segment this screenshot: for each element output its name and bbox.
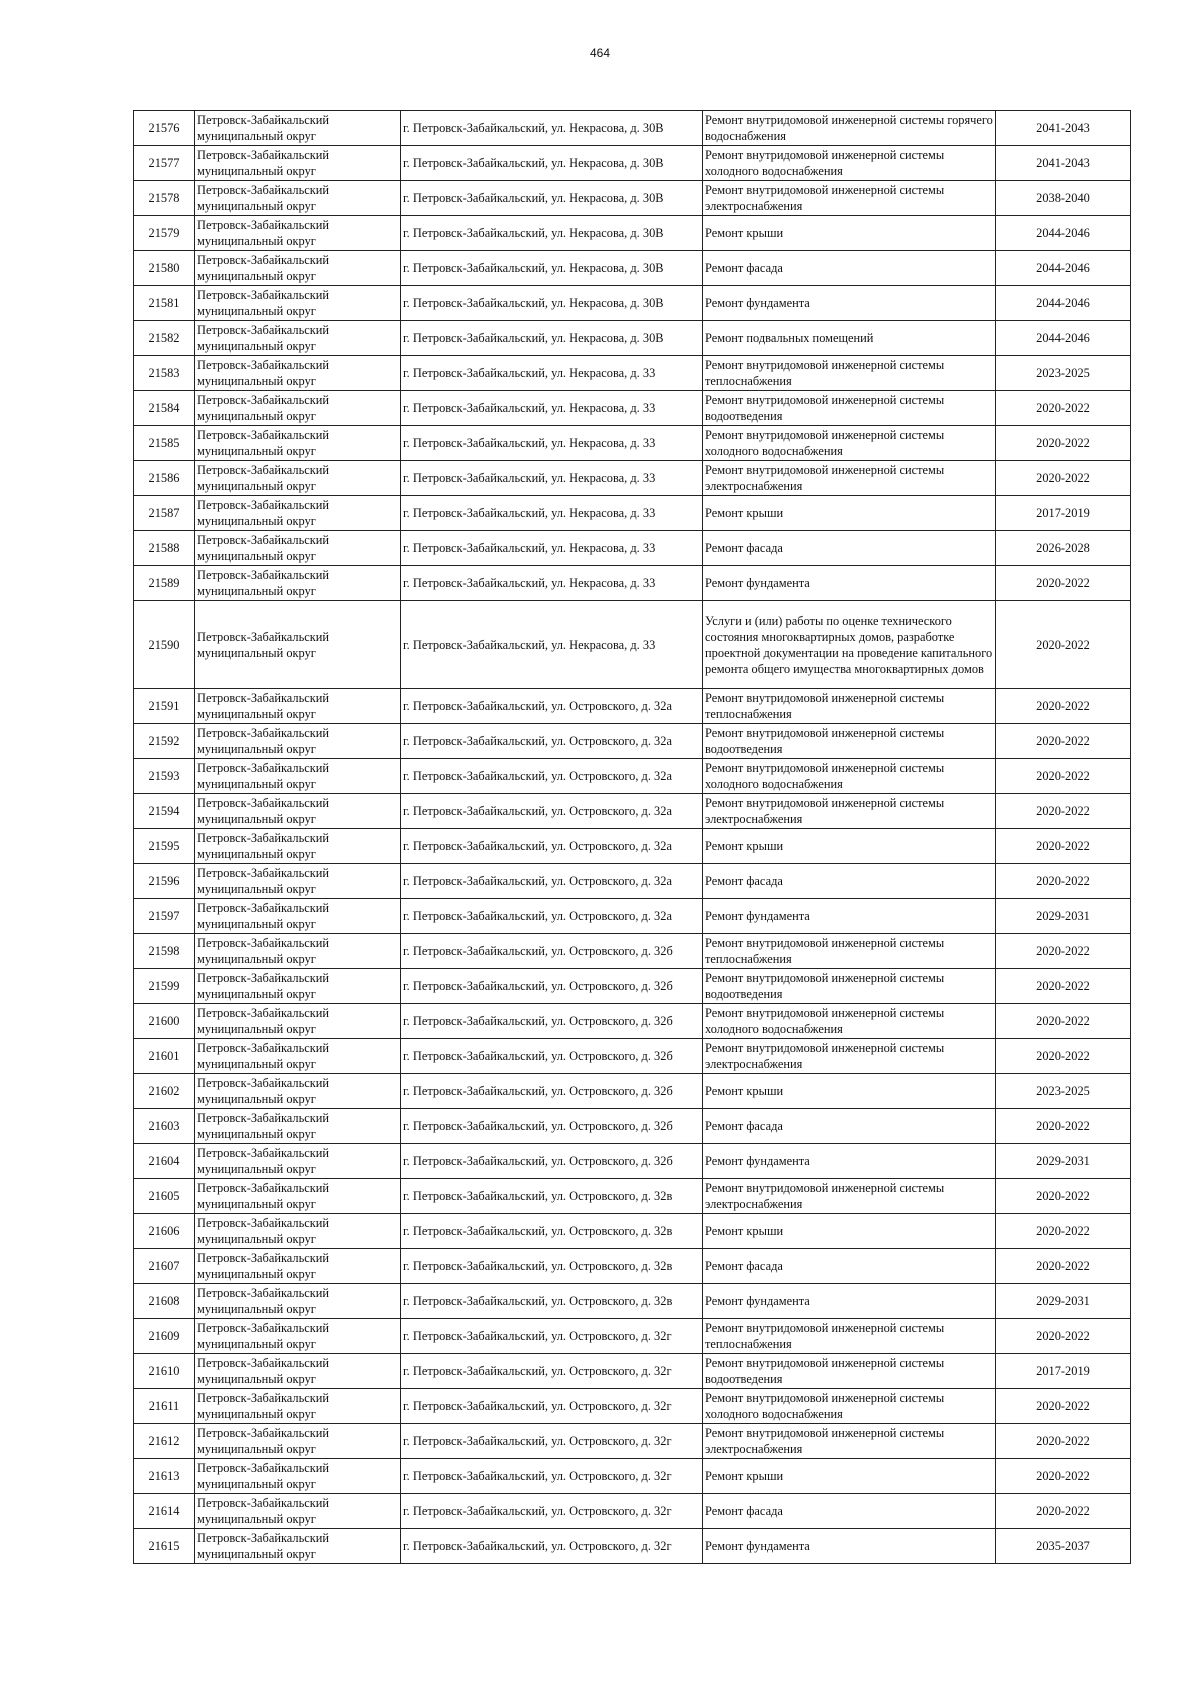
- table-row: [134, 1214, 1131, 1249]
- table-row: [134, 1074, 1131, 1109]
- work-type-cell: Ремонт внутридомовой инженерной системы водоотведения: [703, 391, 996, 426]
- period-cell: 2020-2022: [996, 566, 1131, 601]
- period-cell: 2023-2025: [996, 356, 1131, 391]
- row-number-cell: 21613: [134, 1459, 195, 1494]
- table-row: [134, 724, 1131, 759]
- period-cell: 2020-2022: [996, 724, 1131, 759]
- address-cell: г. Петровск-Забайкальский, ул. Некрасова, д. 33: [401, 566, 703, 601]
- period-cell: 2041-2043: [996, 111, 1131, 146]
- period-cell: 2020-2022: [996, 1109, 1131, 1144]
- work-type-cell: Ремонт внутридомовой инженерной системы холодного водоснабжения: [703, 1389, 996, 1424]
- address-cell: г. Петровск-Забайкальский, ул. Островского, д. 32а: [401, 724, 703, 759]
- work-type-cell: Ремонт фасада: [703, 1494, 996, 1529]
- work-type-cell: Ремонт внутридомовой инженерной системы горячего водоснабжения: [703, 111, 996, 146]
- period-cell: 2020-2022: [996, 1424, 1131, 1459]
- table-row: [134, 251, 1131, 286]
- row-number-cell: 21581: [134, 286, 195, 321]
- municipality-cell: Петровск-Забайкальский муниципальный округ: [195, 1039, 401, 1074]
- municipality-cell: Петровск-Забайкальский муниципальный округ: [195, 899, 401, 934]
- period-cell: 2020-2022: [996, 969, 1131, 1004]
- table-row: [134, 969, 1131, 1004]
- row-number-cell: 21612: [134, 1424, 195, 1459]
- table-row: [134, 181, 1131, 216]
- row-number-cell: 21576: [134, 111, 195, 146]
- period-cell: 2029-2031: [996, 1284, 1131, 1319]
- table-row: [134, 899, 1131, 934]
- address-cell: г. Петровск-Забайкальский, ул. Некрасова, д. 33: [401, 461, 703, 496]
- table-row: [134, 829, 1131, 864]
- work-type-cell: Ремонт фундамента: [703, 899, 996, 934]
- period-cell: 2044-2046: [996, 321, 1131, 356]
- row-number-cell: 21606: [134, 1214, 195, 1249]
- address-cell: г. Петровск-Забайкальский, ул. Некрасова, д. 33: [401, 496, 703, 531]
- municipality-cell: Петровск-Забайкальский муниципальный округ: [195, 1459, 401, 1494]
- municipality-cell: Петровск-Забайкальский муниципальный округ: [195, 1249, 401, 1284]
- row-number-cell: 21611: [134, 1389, 195, 1424]
- work-type-cell: Ремонт крыши: [703, 1074, 996, 1109]
- work-type-cell: Ремонт внутридомовой инженерной системы теплоснабжения: [703, 934, 996, 969]
- table-row: [134, 1354, 1131, 1389]
- municipality-cell: Петровск-Забайкальский муниципальный округ: [195, 216, 401, 251]
- work-type-cell: Ремонт внутридомовой инженерной системы электроснабжения: [703, 461, 996, 496]
- address-cell: г. Петровск-Забайкальский, ул. Островского, д. 32б: [401, 969, 703, 1004]
- period-cell: 2020-2022: [996, 1459, 1131, 1494]
- period-cell: 2017-2019: [996, 496, 1131, 531]
- municipality-cell: Петровск-Забайкальский муниципальный округ: [195, 1074, 401, 1109]
- table-row: [134, 1004, 1131, 1039]
- address-cell: г. Петровск-Забайкальский, ул. Островского, д. 32в: [401, 1249, 703, 1284]
- address-cell: г. Петровск-Забайкальский, ул. Некрасова, д. 33: [401, 531, 703, 566]
- work-type-cell: Ремонт внутридомовой инженерной системы электроснабжения: [703, 1039, 996, 1074]
- municipality-cell: Петровск-Забайкальский муниципальный округ: [195, 689, 401, 724]
- address-cell: г. Петровск-Забайкальский, ул. Островского, д. 32б: [401, 1109, 703, 1144]
- work-type-cell: Ремонт подвальных помещений: [703, 321, 996, 356]
- work-type-cell: Ремонт крыши: [703, 496, 996, 531]
- address-cell: г. Петровск-Забайкальский, ул. Островского, д. 32б: [401, 1144, 703, 1179]
- address-cell: г. Петровск-Забайкальский, ул. Островского, д. 32а: [401, 829, 703, 864]
- address-cell: г. Петровск-Забайкальский, ул. Островского, д. 32в: [401, 1284, 703, 1319]
- address-cell: г. Петровск-Забайкальский, ул. Некрасова, д. 33: [401, 356, 703, 391]
- municipality-cell: Петровск-Забайкальский муниципальный округ: [195, 531, 401, 566]
- row-number-cell: 21599: [134, 969, 195, 1004]
- row-number-cell: 21582: [134, 321, 195, 356]
- table-row: [134, 601, 1131, 689]
- period-cell: 2020-2022: [996, 759, 1131, 794]
- work-type-cell: Ремонт внутридомовой инженерной системы холодного водоснабжения: [703, 1004, 996, 1039]
- table-row: [134, 146, 1131, 181]
- table-row: [134, 794, 1131, 829]
- table-row: [134, 1249, 1131, 1284]
- table-row: [134, 111, 1131, 146]
- municipality-cell: Петровск-Забайкальский муниципальный округ: [195, 969, 401, 1004]
- row-number-cell: 21588: [134, 531, 195, 566]
- period-cell: 2020-2022: [996, 689, 1131, 724]
- municipality-cell: Петровск-Забайкальский муниципальный округ: [195, 496, 401, 531]
- work-type-cell: Ремонт внутридомовой инженерной системы водоотведения: [703, 1354, 996, 1389]
- municipality-cell: Петровск-Забайкальский муниципальный округ: [195, 1284, 401, 1319]
- work-type-cell: Ремонт внутридомовой инженерной системы холодного водоснабжения: [703, 146, 996, 181]
- row-number-cell: 21614: [134, 1494, 195, 1529]
- period-cell: 2020-2022: [996, 1494, 1131, 1529]
- table-row: [134, 426, 1131, 461]
- municipality-cell: Петровск-Забайкальский муниципальный округ: [195, 321, 401, 356]
- table-row: [134, 1529, 1131, 1564]
- period-cell: 2020-2022: [996, 794, 1131, 829]
- row-number-cell: 21608: [134, 1284, 195, 1319]
- row-number-cell: 21594: [134, 794, 195, 829]
- municipality-cell: Петровск-Забайкальский муниципальный округ: [195, 724, 401, 759]
- municipality-cell: Петровск-Забайкальский муниципальный округ: [195, 1354, 401, 1389]
- work-type-cell: Услуги и (или) работы по оценке технического состояния многоквартирных домов, разработке проектной документации на проведение капитального ремонта общего имущества многоквартирных домов: [703, 601, 996, 689]
- period-cell: 2020-2022: [996, 461, 1131, 496]
- row-number-cell: 21589: [134, 566, 195, 601]
- municipality-cell: Петровск-Забайкальский муниципальный округ: [195, 181, 401, 216]
- table-row: [134, 391, 1131, 426]
- address-cell: г. Петровск-Забайкальский, ул. Некрасова, д. 33: [401, 426, 703, 461]
- row-number-cell: 21605: [134, 1179, 195, 1214]
- row-number-cell: 21579: [134, 216, 195, 251]
- address-cell: г. Петровск-Забайкальский, ул. Островского, д. 32а: [401, 794, 703, 829]
- municipality-cell: Петровск-Забайкальский муниципальный округ: [195, 111, 401, 146]
- work-type-cell: Ремонт фасада: [703, 1249, 996, 1284]
- municipality-cell: Петровск-Забайкальский муниципальный округ: [195, 391, 401, 426]
- work-type-cell: Ремонт крыши: [703, 216, 996, 251]
- period-cell: 2017-2019: [996, 1354, 1131, 1389]
- row-number-cell: 21591: [134, 689, 195, 724]
- work-type-cell: Ремонт фасада: [703, 531, 996, 566]
- work-type-cell: Ремонт крыши: [703, 829, 996, 864]
- address-cell: г. Петровск-Забайкальский, ул. Некрасова, д. 30В: [401, 251, 703, 286]
- page-number: 464: [589, 46, 611, 60]
- period-cell: 2020-2022: [996, 1179, 1131, 1214]
- address-cell: г. Петровск-Забайкальский, ул. Некрасова, д. 30В: [401, 111, 703, 146]
- work-type-cell: Ремонт внутридомовой инженерной системы электроснабжения: [703, 1424, 996, 1459]
- repair-schedule-table: [133, 110, 1131, 1564]
- address-cell: г. Петровск-Забайкальский, ул. Островского, д. 32б: [401, 1004, 703, 1039]
- work-type-cell: Ремонт внутридомовой инженерной системы водоотведения: [703, 724, 996, 759]
- period-cell: 2020-2022: [996, 1249, 1131, 1284]
- municipality-cell: Петровск-Забайкальский муниципальный округ: [195, 1494, 401, 1529]
- work-type-cell: Ремонт фасада: [703, 251, 996, 286]
- municipality-cell: Петровск-Забайкальский муниципальный округ: [195, 934, 401, 969]
- row-number-cell: 21601: [134, 1039, 195, 1074]
- row-number-cell: 21578: [134, 181, 195, 216]
- table-row: [134, 1179, 1131, 1214]
- address-cell: г. Петровск-Забайкальский, ул. Островского, д. 32г: [401, 1494, 703, 1529]
- table-row: [134, 1284, 1131, 1319]
- row-number-cell: 21607: [134, 1249, 195, 1284]
- municipality-cell: Петровск-Забайкальский муниципальный округ: [195, 1424, 401, 1459]
- address-cell: г. Петровск-Забайкальский, ул. Островского, д. 32а: [401, 899, 703, 934]
- work-type-cell: Ремонт крыши: [703, 1214, 996, 1249]
- period-cell: 2020-2022: [996, 1004, 1131, 1039]
- address-cell: г. Петровск-Забайкальский, ул. Островского, д. 32г: [401, 1459, 703, 1494]
- row-number-cell: 21583: [134, 356, 195, 391]
- address-cell: г. Петровск-Забайкальский, ул. Островского, д. 32б: [401, 1039, 703, 1074]
- period-cell: 2029-2031: [996, 1144, 1131, 1179]
- table-row: [134, 864, 1131, 899]
- table-row: [134, 566, 1131, 601]
- address-cell: г. Петровск-Забайкальский, ул. Островского, д. 32г: [401, 1529, 703, 1564]
- work-type-cell: Ремонт крыши: [703, 1459, 996, 1494]
- address-cell: г. Петровск-Забайкальский, ул. Островского, д. 32б: [401, 1074, 703, 1109]
- work-type-cell: Ремонт внутридомовой инженерной системы электроснабжения: [703, 794, 996, 829]
- row-number-cell: 21604: [134, 1144, 195, 1179]
- period-cell: 2020-2022: [996, 1319, 1131, 1354]
- period-cell: 2041-2043: [996, 146, 1131, 181]
- row-number-cell: 21598: [134, 934, 195, 969]
- address-cell: г. Петровск-Забайкальский, ул. Некрасова, д. 30В: [401, 321, 703, 356]
- row-number-cell: 21587: [134, 496, 195, 531]
- row-number-cell: 21580: [134, 251, 195, 286]
- municipality-cell: Петровск-Забайкальский муниципальный округ: [195, 1214, 401, 1249]
- address-cell: г. Петровск-Забайкальский, ул. Островского, д. 32в: [401, 1179, 703, 1214]
- municipality-cell: Петровск-Забайкальский муниципальный округ: [195, 1179, 401, 1214]
- period-cell: 2020-2022: [996, 426, 1131, 461]
- work-type-cell: Ремонт фасада: [703, 1109, 996, 1144]
- municipality-cell: Петровск-Забайкальский муниципальный округ: [195, 566, 401, 601]
- table-row: [134, 1459, 1131, 1494]
- address-cell: г. Петровск-Забайкальский, ул. Островского, д. 32г: [401, 1389, 703, 1424]
- work-type-cell: Ремонт фундамента: [703, 286, 996, 321]
- municipality-cell: Петровск-Забайкальский муниципальный округ: [195, 1389, 401, 1424]
- municipality-cell: Петровск-Забайкальский муниципальный округ: [195, 1109, 401, 1144]
- municipality-cell: Петровск-Забайкальский муниципальный округ: [195, 829, 401, 864]
- municipality-cell: Петровск-Забайкальский муниципальный округ: [195, 601, 401, 689]
- municipality-cell: Петровск-Забайкальский муниципальный округ: [195, 426, 401, 461]
- row-number-cell: 21596: [134, 864, 195, 899]
- row-number-cell: 21592: [134, 724, 195, 759]
- address-cell: г. Петровск-Забайкальский, ул. Островского, д. 32а: [401, 759, 703, 794]
- address-cell: г. Петровск-Забайкальский, ул. Островского, д. 32в: [401, 1214, 703, 1249]
- work-type-cell: Ремонт внутридомовой инженерной системы электроснабжения: [703, 181, 996, 216]
- period-cell: 2020-2022: [996, 934, 1131, 969]
- table-row: [134, 689, 1131, 724]
- municipality-cell: Петровск-Забайкальский муниципальный округ: [195, 356, 401, 391]
- period-cell: 2044-2046: [996, 286, 1131, 321]
- work-type-cell: Ремонт фундамента: [703, 1529, 996, 1564]
- municipality-cell: Петровск-Забайкальский муниципальный округ: [195, 461, 401, 496]
- address-cell: г. Петровск-Забайкальский, ул. Островского, д. 32г: [401, 1424, 703, 1459]
- row-number-cell: 21590: [134, 601, 195, 689]
- row-number-cell: 21595: [134, 829, 195, 864]
- address-cell: г. Петровск-Забайкальский, ул. Островского, д. 32г: [401, 1354, 703, 1389]
- municipality-cell: Петровск-Забайкальский муниципальный округ: [195, 286, 401, 321]
- municipality-cell: Петровск-Забайкальский муниципальный округ: [195, 251, 401, 286]
- period-cell: 2020-2022: [996, 829, 1131, 864]
- municipality-cell: Петровск-Забайкальский муниципальный округ: [195, 146, 401, 181]
- table-row: [134, 1389, 1131, 1424]
- row-number-cell: 21603: [134, 1109, 195, 1144]
- municipality-cell: Петровск-Забайкальский муниципальный округ: [195, 1529, 401, 1564]
- address-cell: г. Петровск-Забайкальский, ул. Некрасова, д. 33: [401, 601, 703, 689]
- municipality-cell: Петровск-Забайкальский муниципальный округ: [195, 1144, 401, 1179]
- table-row: [134, 531, 1131, 566]
- table-row: [134, 461, 1131, 496]
- table-row: [134, 1494, 1131, 1529]
- table-row: [134, 934, 1131, 969]
- address-cell: г. Петровск-Забайкальский, ул. Островского, д. 32г: [401, 1319, 703, 1354]
- municipality-cell: Петровск-Забайкальский муниципальный округ: [195, 1004, 401, 1039]
- address-cell: г. Петровск-Забайкальский, ул. Некрасова, д. 30В: [401, 181, 703, 216]
- address-cell: г. Петровск-Забайкальский, ул. Островского, д. 32а: [401, 864, 703, 899]
- row-number-cell: 21586: [134, 461, 195, 496]
- row-number-cell: 21585: [134, 426, 195, 461]
- address-cell: г. Петровск-Забайкальский, ул. Некрасова, д. 30В: [401, 146, 703, 181]
- table-row: [134, 759, 1131, 794]
- table-row: [134, 216, 1131, 251]
- row-number-cell: 21584: [134, 391, 195, 426]
- row-number-cell: 21615: [134, 1529, 195, 1564]
- table-row: [134, 286, 1131, 321]
- period-cell: 2029-2031: [996, 899, 1131, 934]
- table-row: [134, 321, 1131, 356]
- table-row: [134, 1144, 1131, 1179]
- address-cell: г. Петровск-Забайкальский, ул. Островского, д. 32а: [401, 689, 703, 724]
- period-cell: 2023-2025: [996, 1074, 1131, 1109]
- period-cell: 2020-2022: [996, 391, 1131, 426]
- work-type-cell: Ремонт внутридомовой инженерной системы холодного водоснабжения: [703, 759, 996, 794]
- table-row: [134, 496, 1131, 531]
- period-cell: 2044-2046: [996, 216, 1131, 251]
- row-number-cell: 21609: [134, 1319, 195, 1354]
- row-number-cell: 21577: [134, 146, 195, 181]
- row-number-cell: 21610: [134, 1354, 195, 1389]
- work-type-cell: Ремонт фундамента: [703, 1284, 996, 1319]
- municipality-cell: Петровск-Забайкальский муниципальный округ: [195, 759, 401, 794]
- municipality-cell: Петровск-Забайкальский муниципальный округ: [195, 864, 401, 899]
- period-cell: 2020-2022: [996, 601, 1131, 689]
- period-cell: 2020-2022: [996, 864, 1131, 899]
- address-cell: г. Петровск-Забайкальский, ул. Островского, д. 32б: [401, 934, 703, 969]
- row-number-cell: 21593: [134, 759, 195, 794]
- table-body: [134, 111, 1131, 1564]
- period-cell: 2044-2046: [996, 251, 1131, 286]
- table-row: [134, 1319, 1131, 1354]
- work-type-cell: Ремонт внутридомовой инженерной системы холодного водоснабжения: [703, 426, 996, 461]
- row-number-cell: 21597: [134, 899, 195, 934]
- table-row: [134, 1424, 1131, 1459]
- address-cell: г. Петровск-Забайкальский, ул. Некрасова, д. 33: [401, 391, 703, 426]
- period-cell: 2035-2037: [996, 1529, 1131, 1564]
- row-number-cell: 21600: [134, 1004, 195, 1039]
- period-cell: 2020-2022: [996, 1039, 1131, 1074]
- work-type-cell: Ремонт внутридомовой инженерной системы электроснабжения: [703, 1179, 996, 1214]
- table-row: [134, 356, 1131, 391]
- work-type-cell: Ремонт внутридомовой инженерной системы теплоснабжения: [703, 689, 996, 724]
- period-cell: 2020-2022: [996, 1389, 1131, 1424]
- work-type-cell: Ремонт фундамента: [703, 1144, 996, 1179]
- row-number-cell: 21602: [134, 1074, 195, 1109]
- period-cell: 2038-2040: [996, 181, 1131, 216]
- work-type-cell: Ремонт фундамента: [703, 566, 996, 601]
- municipality-cell: Петровск-Забайкальский муниципальный округ: [195, 794, 401, 829]
- period-cell: 2026-2028: [996, 531, 1131, 566]
- municipality-cell: Петровск-Забайкальский муниципальный округ: [195, 1319, 401, 1354]
- work-type-cell: Ремонт фасада: [703, 864, 996, 899]
- work-type-cell: Ремонт внутридомовой инженерной системы теплоснабжения: [703, 1319, 996, 1354]
- work-type-cell: Ремонт внутридомовой инженерной системы водоотведения: [703, 969, 996, 1004]
- address-cell: г. Петровск-Забайкальский, ул. Некрасова, д. 30В: [401, 216, 703, 251]
- period-cell: 2020-2022: [996, 1214, 1131, 1249]
- address-cell: г. Петровск-Забайкальский, ул. Некрасова, д. 30В: [401, 286, 703, 321]
- table-row: [134, 1039, 1131, 1074]
- table-row: [134, 1109, 1131, 1144]
- work-type-cell: Ремонт внутридомовой инженерной системы теплоснабжения: [703, 356, 996, 391]
